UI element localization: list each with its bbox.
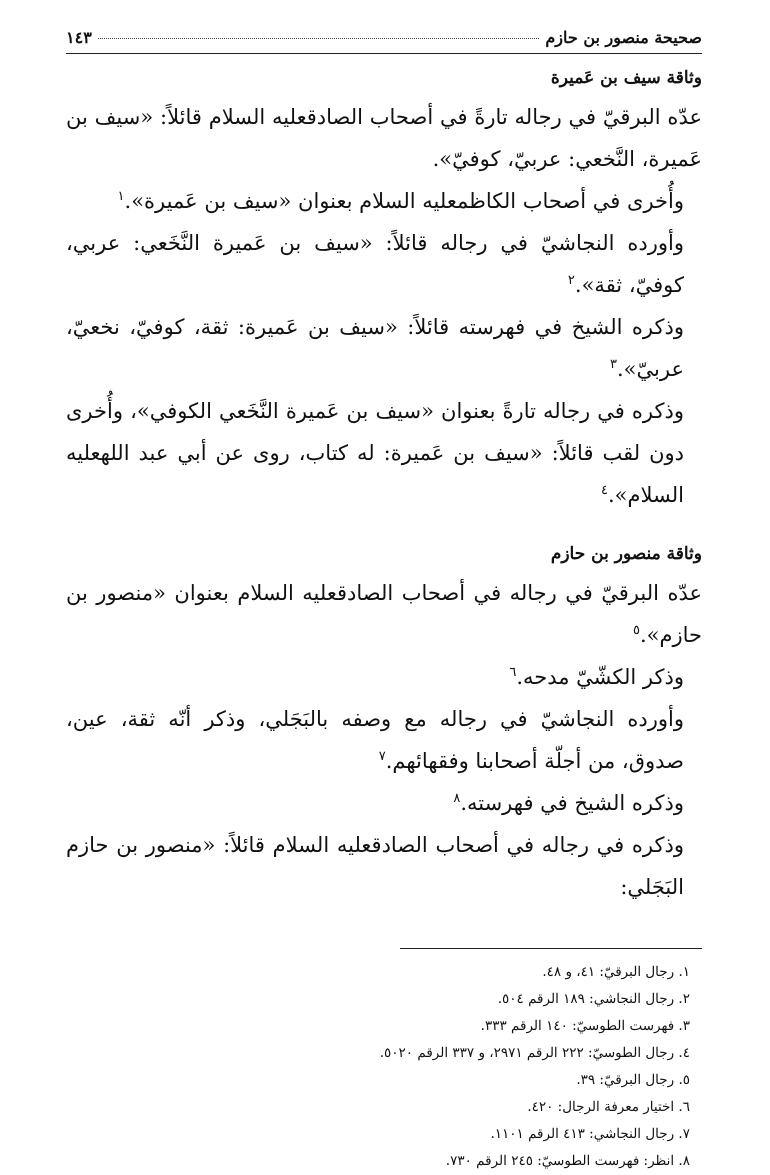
footnote-ref: ٢ bbox=[567, 273, 575, 288]
footnote: ٣. فهرست الطوسيّ: ١٤٠ الرقم ٣٣٣. bbox=[480, 1018, 690, 1034]
paragraph: وذكره الشيخ في فهرسته.$^٨$ bbox=[453, 791, 684, 815]
paragraph: وذكره في رجاله تارةً بعنوان «سيف بن عَميرة النَّخَعي الكوفي»، وأُخرى دون لقب قائلاً: «سيف بن عَميرة: له كتاب، روى عن أبي عبد اللهعليه السلام».$^٤$ bbox=[66, 399, 684, 507]
running-header bbox=[66, 28, 702, 54]
paragraph: وذكر الكشّيّ مدحه.$^٦$ bbox=[509, 665, 684, 689]
page-number: ١٤٣ bbox=[66, 28, 92, 47]
footnote: ٦. اختيار معرفة الرجال: ٤٢٠. bbox=[527, 1099, 690, 1115]
footnote: ٧. رجال النجاشي: ٤١٣ الرقم ١١٠١. bbox=[490, 1126, 690, 1142]
footnote-separator bbox=[400, 948, 702, 949]
footnote-ref: ٣ bbox=[610, 357, 617, 372]
paragraph: وذكره الشيخ في فهرسته قائلاً: «سيف بن عَميرة: ثقة، كوفيّ، نخعيّ، عربيّ».$^٣$ bbox=[66, 315, 684, 381]
footnote-ref: ٦ bbox=[509, 665, 517, 680]
paragraph: وذكره في رجاله في أصحاب الصادقعليه السلام قائلاً: «منصور بن حازم البَجَلي: bbox=[66, 833, 684, 899]
section-heading-sayf: وثاقة سيف بن عَميرة bbox=[550, 68, 702, 88]
footnotes-list bbox=[66, 959, 702, 1175]
footnote-ref: ٨ bbox=[453, 791, 461, 806]
section-heading-mansur: وثاقة منصور بن حازم bbox=[550, 544, 702, 564]
paragraph: عدّه البرقيّ في رجاله تارةً في أصحاب الصادقعليه السلام قائلاً: «سيف بن عَميرة، النَّخعي: عربيّ، كوفيّ». bbox=[66, 105, 702, 171]
header-dot-leader bbox=[98, 38, 540, 39]
footnote-ref: ٧ bbox=[378, 749, 386, 764]
footnote-ref: ٤ bbox=[600, 483, 608, 498]
page bbox=[66, 28, 702, 1175]
footnote: ٨. انظر: فهرست الطوسيّ: ٢٤٥ الرقم ٧٣٠. bbox=[445, 1153, 690, 1169]
paragraph: عدّه البرقيّ في رجاله في أصحاب الصادقعليه السلام بعنوان «منصور بن حازم».$^٥$ bbox=[66, 581, 702, 647]
footnote: ١. رجال البرقيّ: ٤١، و ٤٨. bbox=[542, 964, 690, 980]
footnote: ٥. رجال البرقيّ: ٣٩. bbox=[576, 1072, 690, 1088]
paragraph: وأورده النجاشيّ في رجاله قائلاً: «سيف بن عَميرة النَّخَعي: عربي، كوفيّ، ثقة».$^٢$ bbox=[66, 231, 684, 297]
footnote-ref: ٥ bbox=[632, 623, 640, 638]
footnote-ref: ١ bbox=[117, 189, 125, 204]
header-title: صحيحة منصور بن حازم bbox=[545, 28, 702, 47]
paragraph: وأورده النجاشيّ في رجاله مع وصفه بالبَجَلي، وذكر أنّه ثقة، عين، صدوق، من أجلّة أصحابنا وفقهائهم.$^٧$ bbox=[66, 707, 684, 773]
footnote: ٢. رجال النجاشي: ١٨٩ الرقم ٥٠٤. bbox=[497, 991, 690, 1007]
paragraph: وأُخرى في أصحاب الكاظمعليه السلام بعنوان «سيف بن عَميرة».$^١$ bbox=[117, 189, 684, 213]
footnote: ٤. رجال الطوسيّ: ٢٢٢ الرقم ٢٩٧١، و ٣٣٧ الرقم ٥٠٢٠. bbox=[379, 1045, 690, 1061]
